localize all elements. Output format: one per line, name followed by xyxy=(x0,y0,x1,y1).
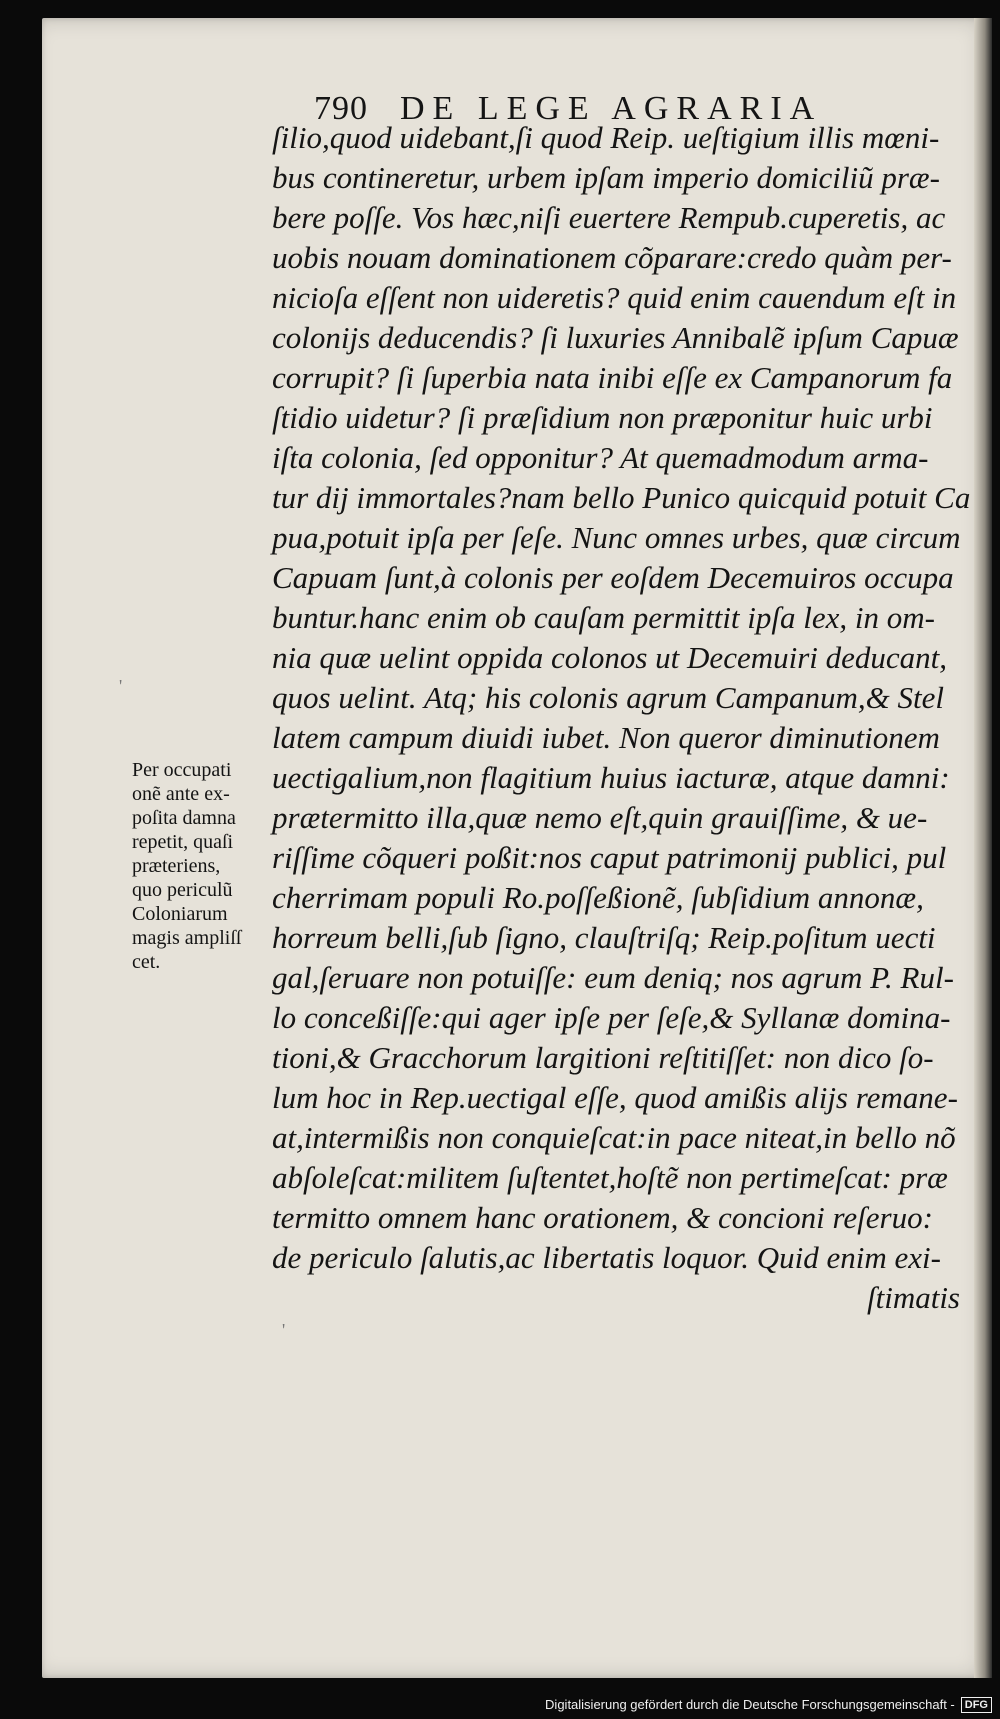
text-line: uectigalium,non flagitium huius iacturæ, atque damni: xyxy=(272,760,950,795)
marginal-note-line: repetit, quaſi xyxy=(132,831,234,853)
text-line: at,intermißis non conquieſcat:in pace niteat,in bello nõ xyxy=(272,1120,956,1155)
text-line: termitto omnem hanc orationem, & concioni reſeruo: xyxy=(272,1200,933,1235)
marginal-note-line: cet. xyxy=(132,951,161,973)
text-line: lo conceßiſſe:qui ager ipſe per ſeſe,& Syllanæ domina- xyxy=(272,1000,951,1035)
funding-credit: Digitalisierung gefördert durch die Deutsche Forschungsgemeinschaft - xyxy=(545,1697,955,1712)
marginal-note xyxy=(132,758,282,974)
text-line: nia quæ uelint oppida colonos ut Decemuiri deducant, xyxy=(272,640,948,675)
text-line: abſoleſcat:militem ſuſtentet,hoſtẽ non pertimeſcat: præ xyxy=(272,1160,948,1195)
marginal-note-line: Per occupati xyxy=(132,759,232,781)
marginal-note-line: præteriens, xyxy=(132,855,221,877)
page-edge-shadow xyxy=(974,18,992,1678)
stray-ink-mark: ' xyxy=(282,1320,286,1340)
text-line: prætermitto illa,quæ nemo eſt,quin grauiſſime, & ue- xyxy=(272,800,928,835)
text-line: gal,ſeruare non potuiſſe: eum deniq; nos agrum P. Rul- xyxy=(272,960,954,995)
text-line: ſtidio uidetur? ſi præſidium non præponitur huic urbi xyxy=(272,400,933,435)
text-line: horreum belli,ſub ſigno, clauſtriſq; Reip.poſitum uecti xyxy=(272,920,936,955)
text-line: buntur.hanc enim ob cauſam permittit ipſa lex, in om- xyxy=(272,600,935,635)
text-line: corrupit? ſi ſuperbia nata inibi eſſe ex Campanorum fa xyxy=(272,360,953,395)
text-line: bus contineretur, urbem ipſam imperio domiciliũ præ- xyxy=(272,160,940,195)
text-line: riſſime cõqueri poßit:nos caput patrimonij publici, pul xyxy=(272,840,947,875)
text-line: cherrimam populi Ro.poſſeßionẽ, ſubſidium annonæ, xyxy=(272,880,924,915)
catchword-line: ſtimatis xyxy=(866,1280,960,1315)
digitization-footer xyxy=(545,1695,992,1715)
text-line: tioni,& Gracchorum largitioni reſtitiſſet: non dico ſo- xyxy=(272,1040,934,1075)
body-text xyxy=(272,118,971,1318)
text-line: Capuam ſunt,à colonis per eoſdem Decemuiros occupa xyxy=(272,560,954,595)
text-line: uobis nouam dominationem cõparare:credo quàm per- xyxy=(272,240,952,275)
text-line: iſta colonia, ſed opponitur? At quemadmodum arma- xyxy=(272,440,929,475)
text-line: colonijs deducendis? ſi luxuries Annibalẽ ipſum Capuæ xyxy=(272,320,959,355)
text-line: nicioſa eſſent non uideretis? quid enim cauendum eſt in xyxy=(272,280,957,315)
page-number: 790 xyxy=(314,90,368,127)
text-line: ſilio,quod uidebant,ſi quod Reip. ueſtigium illis mœni- xyxy=(272,120,940,155)
text-line: tur dij immortales?nam bello Punico quicquid potuit Ca xyxy=(272,480,971,515)
text-line: bere poſſe. Vos hæc,niſi euertere Rempub.cuperetis, ac xyxy=(272,200,946,235)
text-line: latem campum diuidi iubet. Non queror diminutionem xyxy=(272,720,940,755)
text-line: lum hoc in Rep.uectigal eſſe, quod amißis alijs remane- xyxy=(272,1080,958,1115)
marginal-note-line: quo periculũ xyxy=(132,879,233,901)
running-head: DE LEGE AGRARIA xyxy=(400,90,823,127)
text-line: pua,potuit ipſa per ſeſe. Nunc omnes urbes, quæ circum xyxy=(272,520,961,555)
marginal-note-line: onẽ ante ex- xyxy=(132,783,230,805)
text-line: de periculo ſalutis,ac libertatis loquor. Quid enim exi- xyxy=(272,1240,941,1275)
text-line: quos uelint. Atq; his colonis agrum Campanum,& Stel xyxy=(272,680,944,715)
dfg-logo: DFG xyxy=(961,1697,992,1713)
marginal-note-line: magis ampliſſ xyxy=(132,927,242,949)
marginal-note-line: Coloniarum xyxy=(132,903,228,925)
stray-ink-mark: ' xyxy=(119,676,123,696)
marginal-note-line: poſita damna xyxy=(132,807,236,829)
